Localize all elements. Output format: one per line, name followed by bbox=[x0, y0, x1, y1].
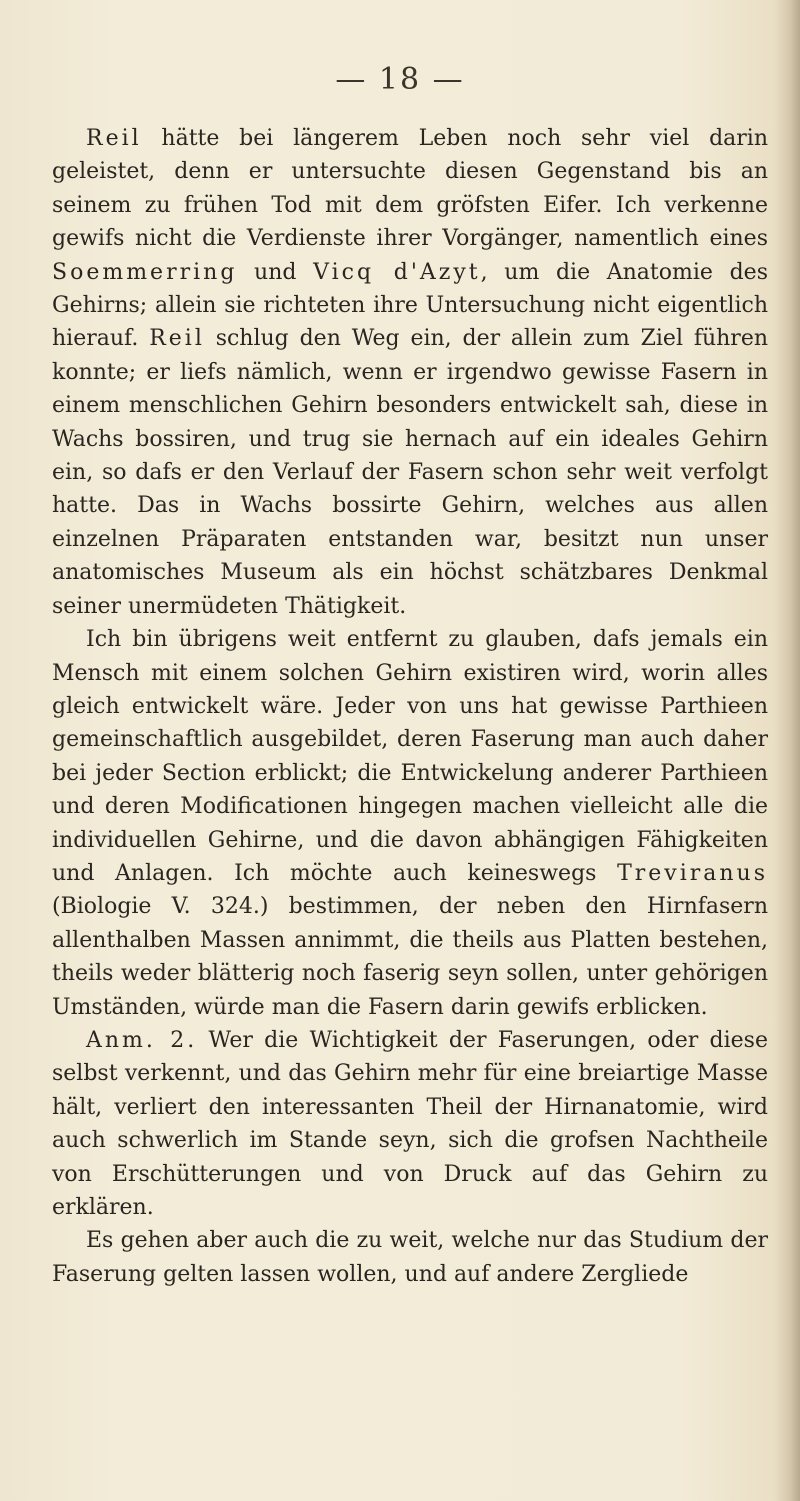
body-text bbox=[52, 122, 768, 1291]
text-run: Ich bin übrigens weit entfernt zu glauben, dafs jemals ein Mensch mit einem solchen Gehirn existiren wird, worin alles gleich entwickelt wäre. Jeder von uns hat gewisse Parthieen gemeinschaftlich ausgebildet, deren Faserung man auch daher bei jeder Section erblickt; die Entwickelung anderer Parthieen und deren Modificationen hingegen machen vielleicht alle die individuellen Gehirne, und die davon abhängigen Fähigkeiten und Anlagen. Ich möchte auch keineswegs bbox=[52, 627, 768, 886]
text-run: hätte bei längerem Leben noch sehr viel darin geleistet, denn er untersuchte diesen Gegenstand bis an seinem zu frühen Tod mit dem gröfsten Eifer. Ich verkenne gewifs nicht die Verdienste ihrer Vorgänger, namentlich eines bbox=[52, 126, 768, 252]
text-run: Wer die Wichtigkeit der Faserungen, oder diese selbst verkennt, und das Gehirn mehr für eine breiartige Masse hält, verliert den interessanten Theil der Hirnanatomie, wird auch schwerlich im Stande seyn, sich die grofsen Nachtheile von Erschütterungen und von Druck auf das Gehirn zu erklären. bbox=[52, 1027, 768, 1220]
text-run: , um die Anatomie des Gehirns; allein sie richteten ihre Untersuchung nicht eigentlich hierauf. bbox=[52, 259, 768, 352]
paragraph bbox=[52, 122, 768, 623]
spaced-name: Soemmerring bbox=[52, 259, 238, 285]
text-run: schlug den Weg ein, der allein zum Ziel führen konnte; er liefs nämlich, wenn er irgendwo gewisse Fasern in einem menschlichen Gehirn besonders entwickelt sah, diese in Wachs bossiren, und trug sie hernach auf ein ideales Gehirn ein, so dafs er den Verlauf der Fasern schon sehr weit verfolgt hatte. Das in Wachs bossirte Gehirn, welches aus allen einzelnen Präparaten entstanden war, besitzt nun unser anatomisches Museum als ein höchst schätzbares Denkmal seiner unermüdeten Thätigkeit. bbox=[52, 326, 769, 619]
spaced-name: Reil bbox=[149, 326, 205, 352]
spaced-name: Vicq d'Azyt bbox=[313, 259, 481, 285]
text-run: Es gehen aber auch die zu weit, welche nur das Studium der Faserung gelten lassen wollen, und auf andere Zergliede bbox=[52, 1228, 768, 1287]
spaced-name: Reil bbox=[86, 126, 142, 151]
paragraph bbox=[52, 623, 768, 1024]
paragraph bbox=[52, 1224, 768, 1291]
spaced-name: Treviranus bbox=[617, 860, 768, 886]
spaced-name: Anm. 2. bbox=[86, 1027, 198, 1053]
paragraph bbox=[52, 1024, 768, 1224]
text-run: und bbox=[237, 259, 314, 285]
text-run: (Biologie V. 324.) bestimmen, der neben den Hirnfasern allenthalben Massen annimmt, die theils aus Platten bestehen, theils weder blätterig noch faserig seyn sollen, unter gehörigen Umständen, würde man die Fasern darin gewifs erblicken. bbox=[52, 894, 768, 1020]
page-number: — 18 — bbox=[335, 62, 465, 97]
page-edge-shadow bbox=[774, 0, 800, 1501]
